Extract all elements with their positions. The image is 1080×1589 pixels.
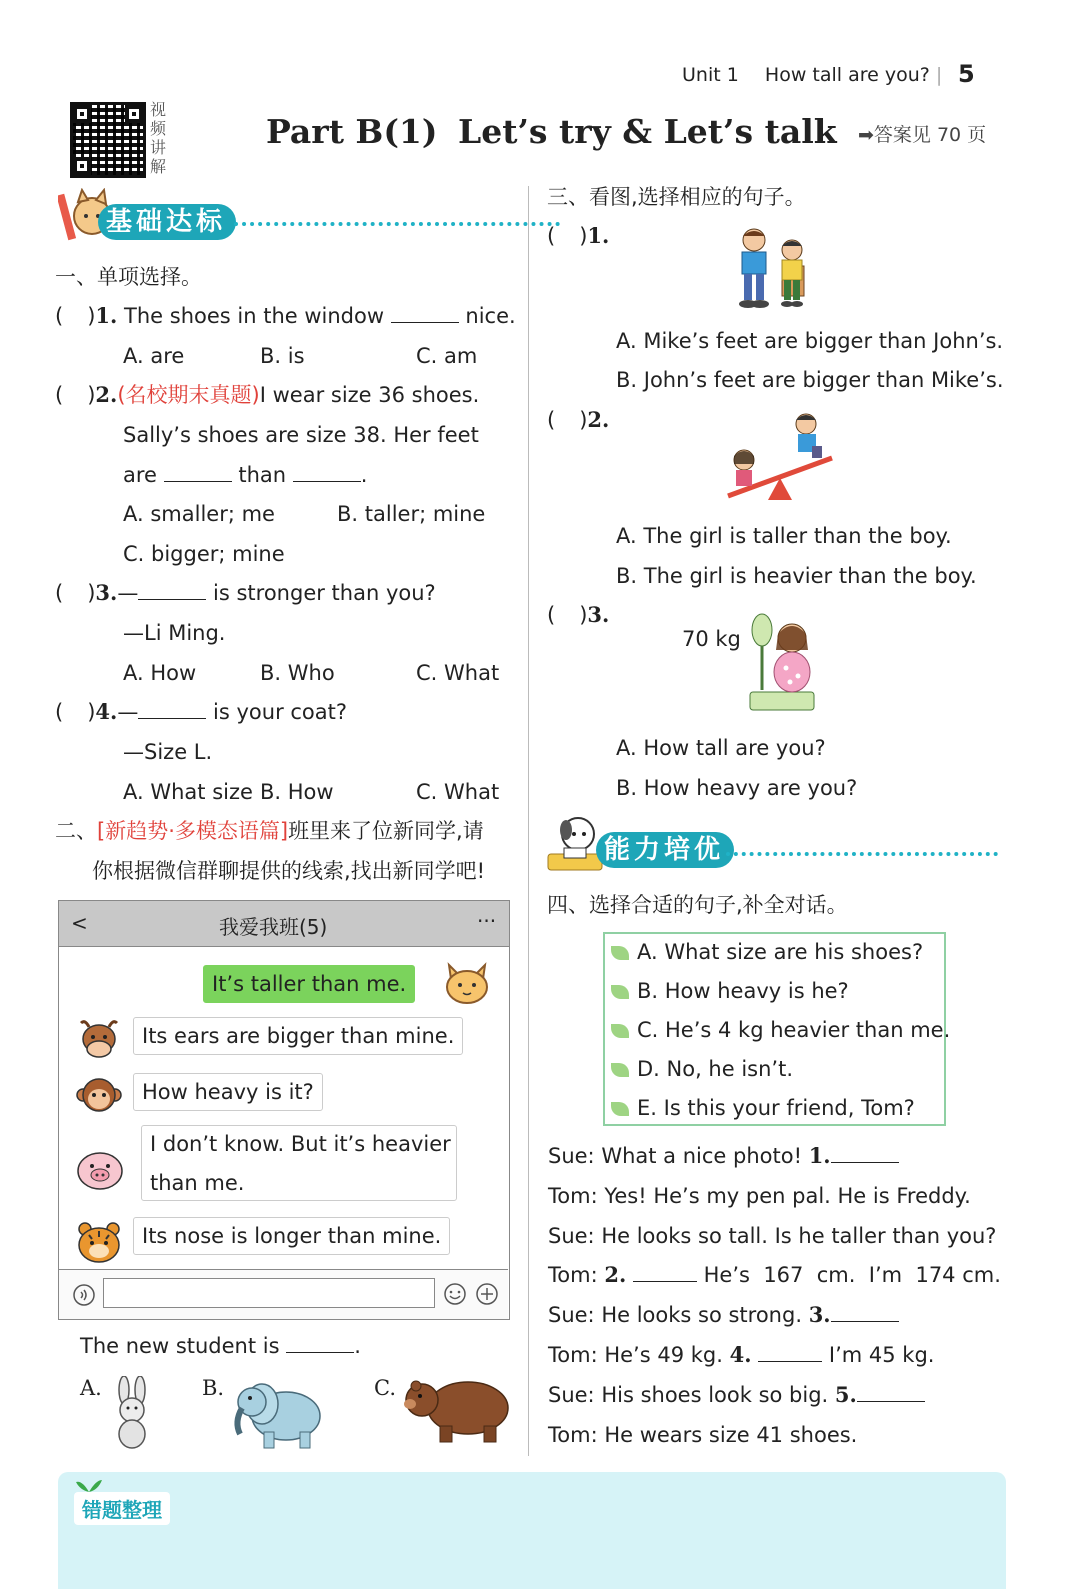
q1-option-c[interactable]: C. am — [416, 344, 478, 368]
sprout-icon — [74, 1476, 104, 1492]
pig-avatar-icon — [75, 1149, 125, 1193]
section-4-title: 四、选择合适的句子,补全对话。 — [547, 893, 848, 917]
qr-code-icon[interactable] — [70, 102, 146, 178]
dialog-line-2: Tom: Yes! He’s my pen pal. He is Freddy. — [548, 1184, 971, 1208]
leaf-icon — [611, 1024, 629, 1038]
add-icon[interactable] — [475, 1282, 499, 1306]
answer-blank[interactable] — [633, 1262, 697, 1282]
section-badge-advanced — [546, 828, 1000, 868]
picture-q3-option-b[interactable]: B. How heavy are you? — [616, 776, 858, 800]
bear-icon — [402, 1370, 512, 1444]
column-divider — [528, 186, 529, 1456]
picture-q2-option-a[interactable]: A. The girl is taller than the boy. — [616, 524, 952, 548]
q4-option-b[interactable]: B. How — [260, 780, 334, 804]
chat-message-tiger: Its nose is longer than mine. — [133, 1217, 450, 1255]
q2-line-2: Sally’s shoes are size 38. Her feet — [123, 423, 479, 447]
answer-blank[interactable] — [138, 580, 206, 600]
section-badge-basic — [58, 200, 518, 240]
animal-option-c-label[interactable]: C. — [374, 1376, 396, 1400]
chat-input-bar — [59, 1269, 508, 1319]
dialog-line-7: Sue: His shoes look so big. 5. — [548, 1381, 925, 1409]
rabbit-icon — [106, 1376, 158, 1450]
running-header: Unit 1 How tall are you? | — [682, 64, 943, 86]
leaf-icon — [611, 1063, 629, 1077]
dialog-line-8: Tom: He wears size 41 shoes. — [548, 1423, 858, 1447]
qr-caption: 视 频 讲 解 — [150, 100, 167, 176]
q1-option-a[interactable]: A. are — [123, 344, 185, 368]
chat-title: 我爱我班(5) — [219, 915, 328, 939]
answer-blank[interactable] — [164, 462, 232, 482]
badge-dotted-line — [726, 852, 998, 856]
picture-q1-option-b[interactable]: B. John’s feet are bigger than Mike’s. — [616, 368, 1004, 392]
chat-message-cow: Its ears are bigger than mine. — [133, 1017, 463, 1055]
leaf-icon — [611, 946, 629, 960]
error-notes-area[interactable] — [58, 1472, 1006, 1589]
sentence-choices-box — [603, 932, 951, 1126]
page-number: 5 — [958, 60, 975, 88]
q2-option-a[interactable]: A. smaller; me — [123, 502, 275, 526]
picture-question-3: ( )3. — [547, 602, 610, 627]
new-student-prompt: The new student is . — [80, 1334, 361, 1358]
exam-tag: (名校期末真题) — [117, 383, 260, 407]
answer-blank[interactable] — [857, 1382, 925, 1402]
scale-reading: 70 kg — [682, 627, 741, 651]
chat-message-monkey: How heavy is it? — [133, 1073, 323, 1111]
answer-blank[interactable] — [138, 699, 206, 719]
unit-title: How tall are you? — [764, 64, 930, 86]
error-notes-label: 错题整理 — [74, 1492, 170, 1525]
choice-e[interactable]: E. Is this your friend, Tom? — [611, 1094, 915, 1122]
dialog-line-4: Tom: 2. He’s 167 cm. I’m 174 cm. — [548, 1262, 1001, 1287]
section-1-title: 一、单项选择。 — [55, 265, 202, 289]
leaf-icon — [611, 1102, 629, 1116]
wechat-group-chat — [58, 900, 510, 1320]
unit-label: Unit 1 — [682, 64, 739, 86]
badge-label: 基础达标 — [98, 204, 236, 240]
back-button[interactable]: < — [71, 911, 88, 935]
part-title: Part B(1) — [266, 112, 438, 151]
chat-header — [59, 901, 509, 947]
choice-d[interactable]: D. No, he isn’t. — [611, 1055, 793, 1083]
q4-option-c[interactable]: C. What — [416, 780, 500, 804]
leaf-icon — [611, 985, 629, 999]
trend-tag: [新趋势·多模态语篇] — [97, 819, 289, 843]
question-2: ( )2.(名校期末真题)I wear size 36 shoes. — [55, 382, 480, 407]
dialog-line-1: Sue: What a nice photo! 1. — [548, 1142, 899, 1170]
seesaw-illustration — [724, 412, 838, 504]
lesson-title: Let’s try & Let’s talk — [458, 112, 837, 151]
answer-blank[interactable] — [286, 1333, 354, 1353]
answer-blank[interactable] — [293, 462, 361, 482]
choice-c[interactable]: C. He’s 4 kg heavier than me. — [611, 1016, 950, 1044]
q3-option-b[interactable]: B. Who — [260, 661, 335, 685]
emoji-icon[interactable] — [443, 1282, 467, 1306]
elephant-icon — [230, 1372, 326, 1450]
q2-option-c[interactable]: C. bigger; mine — [123, 542, 285, 566]
q4-answer: —Size L. — [123, 740, 213, 764]
girl-on-scale-illustration — [746, 610, 820, 714]
dialog-line-3: Sue: He looks so tall. Is he taller than you? — [548, 1224, 997, 1248]
animal-option-b-label[interactable]: B. — [202, 1376, 225, 1400]
answer-blank[interactable] — [758, 1342, 822, 1362]
animal-option-a-label[interactable]: A. — [80, 1376, 102, 1400]
picture-q1-option-a[interactable]: A. Mike’s feet are bigger than John’s. — [616, 329, 1004, 353]
voice-icon[interactable] — [73, 1284, 95, 1306]
question-4: ( )4.— is your coat? — [55, 699, 348, 724]
picture-question-1: ( )1. — [547, 223, 610, 248]
chat-text-input[interactable] — [103, 1278, 435, 1308]
picture-q2-option-b[interactable]: B. The girl is heavier than the boy. — [616, 564, 977, 588]
q3-option-c[interactable]: C. What — [416, 661, 500, 685]
section-2-line-2: 你根据微信群聊提供的线索,找出新同学吧! — [92, 859, 486, 883]
q4-option-a[interactable]: A. What size — [123, 780, 253, 804]
answer-blank[interactable] — [831, 1302, 899, 1322]
more-button[interactable]: ··· — [477, 909, 497, 933]
picture-question-2: ( )2. — [547, 407, 610, 432]
chat-message-cat: It’s taller than me. — [203, 965, 415, 1003]
q3-answer: —Li Ming. — [123, 621, 226, 645]
monkey-avatar-icon — [75, 1073, 123, 1119]
cat-avatar-icon — [443, 961, 491, 1005]
section-3-title: 三、看图,选择相应的句子。 — [547, 185, 806, 209]
q1-option-b[interactable]: B. is — [260, 344, 305, 368]
dialog-line-6: Tom: He’s 49 kg. 4. I’m 45 kg. — [548, 1342, 935, 1367]
badge-dotted-line — [234, 222, 560, 226]
answer-blank[interactable] — [831, 1143, 899, 1163]
dialog-line-5: Sue: He looks so strong. 3. — [548, 1301, 899, 1329]
answer-blank[interactable] — [391, 303, 459, 323]
question-3: ( )3.— is stronger than you? — [55, 580, 436, 605]
q2-line-3: are than . — [123, 463, 368, 487]
chat-message-pig: I don’t know. But it’s heavier than me. — [141, 1125, 457, 1201]
two-boys-sitting-illustration — [734, 226, 816, 312]
section-2-title: 二、[新趋势·多模态语篇]班里来了位新同学,请 — [55, 819, 484, 843]
q2-option-b[interactable]: B. taller; mine — [337, 502, 486, 526]
picture-q3-option-a[interactable]: A. How tall are you? — [616, 736, 826, 760]
badge-label: 能力培优 — [596, 832, 734, 868]
question-1: ( )1. The shoes in the window nice. — [55, 303, 516, 328]
cow-avatar-icon — [75, 1017, 123, 1063]
answer-reference: ➡答案见 70 页 — [858, 124, 987, 146]
q3-option-a[interactable]: A. How — [123, 661, 197, 685]
choice-a[interactable]: A. What size are his shoes? — [611, 938, 923, 966]
tiger-avatar-icon — [75, 1219, 123, 1265]
choice-b[interactable]: B. How heavy is he? — [611, 977, 849, 1005]
dog-reading-icon — [546, 814, 604, 874]
